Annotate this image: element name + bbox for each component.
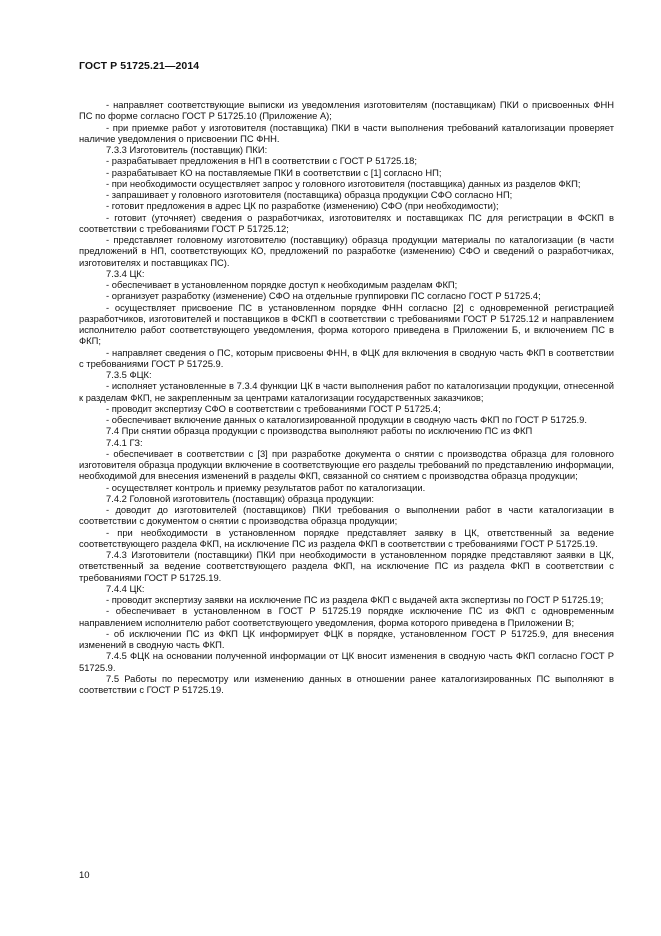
paragraph: 7.4.2 Головной изготовитель (поставщик) образца продукции: [106,492,374,504]
document-body [79,99,614,695]
paragraph: - при необходимости осуществляет запрос у головного изготовителя (поставщика) данных из разделов ФКП; [106,177,581,189]
paragraph: - проводит экспертизу заявки на исключение ПС из раздела ФКП с выдачей акта экспертизы по ГОСТ Р 51725.19; [106,594,604,605]
paragraph: - обеспечивает в соответствии с [3] при разработке документа о снятии с производства образца для головного изготовителя образца продукции включение в соответствующие его разделы требований по представлению информации, необходимой для внесения изменений в разделы ФКП, связанной со снятием с производства образца продукции; [79,447,614,482]
paragraph: - направляет соответствующие выписки из уведомления изготовителям (поставщикам) ПКИ о присвоенных ФНН ПС по форме согласно ГОСТ Р 51725.10 (Приложение А); [79,99,614,122]
paragraph: - об исключении ПС из ФКП ЦК информирует ФЦК в порядке, установленном ГОСТ Р 51725.9, для внесения изменений в сводную часть ФКП. [79,627,614,650]
paragraph: - обеспечивает в установленном в ГОСТ Р 51725.19 порядке исключение ПС из ФКП с одновременным направлением исполнителю работ соответствующего уведомления, форма которого приведена в Приложении В; [79,605,614,628]
paragraph: - представляет головному изготовителю (поставщику) образца продукции материалы по каталогизации (в части предложений в НП, соответствующих КО, предложений по разработке (изменению) СФО и сведений о разработчиках, изготовителях и поставщиках ПС). [79,234,614,268]
paragraph: - исполняет установленные в 7.3.4 функции ЦК в части выполнения работ по каталогизации продукции, отнесенной к разделам ФКП, не закрепленным за центрами каталогизации государственных заказчиков; [79,380,614,403]
paragraph: - доводит до изготовителей (поставщиков) ПКИ требования о выполнении работ в части каталогизации в соответствии с документом о снятии с производства образца продукции; [79,504,614,527]
paragraph: 7.4.1 ГЗ: [106,436,143,448]
paragraph: 7.5 Работы по пересмотру или изменению данных в отношении ранее каталогизированных ПС выполняют в соответствии с ГОСТ Р 51725.19. [79,672,614,695]
paragraph: 7.4 При снятии образца продукции с производства выполняют работы по исключению ПС из ФКП [106,425,533,437]
document-header: ГОСТ Р 51725.21—2014 [79,60,200,72]
paragraph: - обеспечивает в установленном порядке доступ к необходимым разделам ФКП; [106,279,458,290]
paragraph: - при необходимости в установленном порядке представляет заявку в ЦК, ответственный за ведение соответствующего раздела ФКП, на исключение ПС из раздела ФКП в соответствии с требованиями ГОСТ Р 51725.19. [79,526,614,549]
page-number: 10 [79,870,90,881]
paragraph: - организует разработку (изменение) СФО на отдельные группировки ПС согласно ГОСТ Р 51725.4; [106,290,541,302]
paragraph: 7.3.3 Изготовитель (поставщик) ПКИ: [106,144,268,155]
paragraph: - готовит предложения в адрес ЦК по разработке (изменению) СФО (при необходимости); [106,200,499,212]
paragraph: 7.4.4 ЦК: [106,582,145,594]
paragraph: 7.4.5 ФЦК на основании полученной информации от ЦК вносит изменения в сводную часть ФКП согласно ГОСТ Р 51725.9. [79,650,614,673]
paragraph: - разрабатывает предложения в НП в соответствии с ГОСТ Р 51725.18; [106,155,417,167]
paragraph: - проводит экспертизу СФО в соответствии с требованиями ГОСТ Р 51725.4; [106,402,441,414]
paragraph: - направляет сведения о ПС, которым присвоены ФНН, в ФЦК для включения в сводную часть ФКП в соответствии с требованиями ГОСТ Р 51725.9. [79,346,614,369]
paragraph: - запрашивает у головного изготовителя (поставщика) образца продукции СФО согласно НП; [106,189,513,200]
paragraph: - осуществляет контроль и приемку результатов работ по каталогизации. [106,481,426,493]
paragraph: - обеспечивает включение данных о каталогизированной продукции в сводную часть ФКП по ГОСТ Р 51725.9. [106,414,587,425]
paragraph: - разрабатывает КО на поставляемые ПКИ в соответствии с [1] согласно НП; [106,166,442,178]
paragraph: - осуществляет присвоение ПС в установленном порядке ФНН согласно [2] с одновременной регистрацией разработчиков, изготовителей и поставщиков в ФСКП в соответствии с требованиями ГОСТ Р 51725.12 и направлением исполнителю работ соответствующего уведомления, форма которого приведена в Приложении Б, и включением ПС в ФКП; [79,301,614,347]
paragraph: - готовит (уточняет) сведения о разработчиках, изготовителях и поставщиках ПС для регистрации в ФСКП в соответствии с требованиями ГОСТ Р 51725.12; [79,211,614,234]
paragraph: 7.3.4 ЦК: [106,267,145,279]
paragraph: 7.4.3 Изготовители (поставщики) ПКИ при необходимости в установленном порядке представляют заявки в ЦК, ответственный за ведение соответствующего раздела ФКП, на исключение ПС из раздела ФКП в соответствии с требованиями ГОСТ Р 51725.19. [79,549,614,583]
paragraph: 7.3.5 ФЦК: [106,369,152,380]
paragraph: - при приемке работ у изготовителя (поставщика) ПКИ в части выполнения требований каталогизации проверяет наличие уведомления о присвоении ПС ФНН. [79,121,614,144]
